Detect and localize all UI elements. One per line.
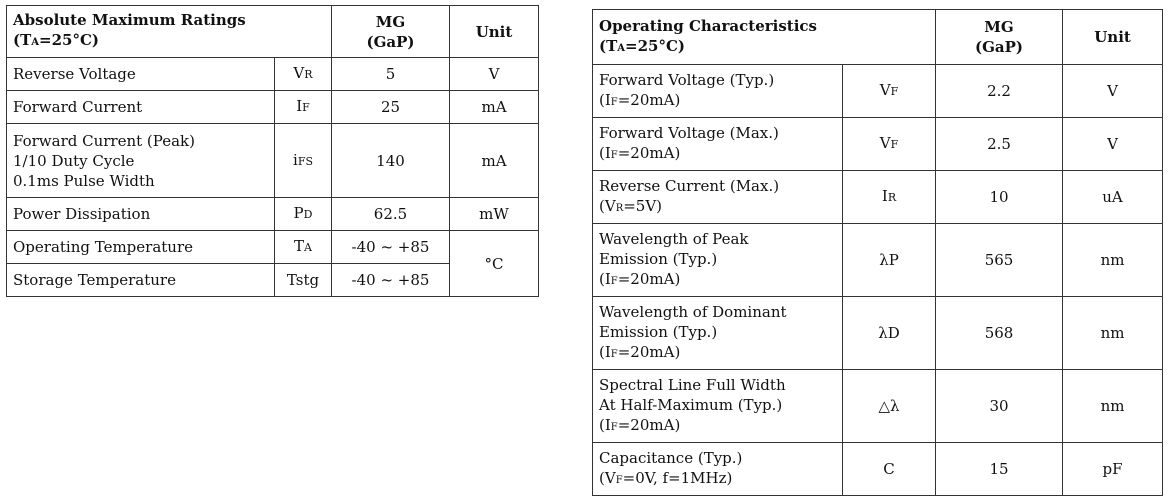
- abs-header-unit: Unit: [450, 6, 539, 58]
- unit-cell: nm: [1063, 370, 1163, 443]
- value-cell: -40 ~ +85: [332, 231, 450, 264]
- table-row: [7, 58, 539, 91]
- symbol-cell: △λ: [843, 370, 936, 443]
- unit-cell: V: [1063, 65, 1163, 118]
- table-row: [7, 124, 539, 198]
- symbol-cell: TA: [275, 231, 332, 264]
- operating-characteristics-table: [592, 9, 1163, 496]
- value-cell: 568: [936, 297, 1063, 370]
- symbol-cell: IF: [275, 91, 332, 124]
- table-row: [7, 231, 539, 264]
- unit-cell: nm: [1063, 224, 1163, 297]
- param-cell: Forward Voltage (Max.) (IF=20mA): [593, 118, 843, 171]
- abs-header-mg: MG (GaP): [332, 6, 450, 58]
- abs-condition: (TA=25°C): [13, 31, 100, 49]
- param-cell: Operating Temperature: [7, 231, 275, 264]
- unit-cell: V: [450, 58, 539, 91]
- ops-header-row: [593, 10, 1163, 65]
- param-cell: Capacitance (Typ.) (VF=0V, f=1MHz): [593, 443, 843, 496]
- value-cell: 5: [332, 58, 450, 91]
- unit-cell: mW: [450, 198, 539, 231]
- ops-header-unit: Unit: [1063, 10, 1163, 65]
- symbol-cell: C: [843, 443, 936, 496]
- symbol-cell: λP: [843, 224, 936, 297]
- unit-cell: V: [1063, 118, 1163, 171]
- table-row: [593, 297, 1163, 370]
- symbol-cell: λD: [843, 297, 936, 370]
- symbol-cell: Tstg: [275, 264, 332, 297]
- table-row: [7, 198, 539, 231]
- param-cell: Spectral Line Full Width At Half-Maximum (Typ.) (IF=20mA): [593, 370, 843, 443]
- value-cell: 2.2: [936, 65, 1063, 118]
- unit-cell: uA: [1063, 171, 1163, 224]
- table-row: [593, 224, 1163, 297]
- param-cell: Forward Voltage (Typ.) (IF=20mA): [593, 65, 843, 118]
- param-cell: Wavelength of Dominant Emission (Typ.) (IF=20mA): [593, 297, 843, 370]
- table-row: [593, 443, 1163, 496]
- value-cell: 30: [936, 370, 1063, 443]
- param-cell: Power Dissipation: [7, 198, 275, 231]
- param-cell: Wavelength of Peak Emission (Typ.) (IF=20mA): [593, 224, 843, 297]
- ops-title: Operating Characteristics: [599, 16, 818, 35]
- unit-cell: mA: [450, 91, 539, 124]
- unit-cell: pF: [1063, 443, 1163, 496]
- symbol-cell: IR: [843, 171, 936, 224]
- param-cell: Reverse Voltage: [7, 58, 275, 91]
- unit-cell-temperature: °C: [450, 231, 539, 297]
- symbol-cell: PD: [275, 198, 332, 231]
- param-cell: Reverse Current (Max.) (VR=5V): [593, 171, 843, 224]
- value-cell: 10: [936, 171, 1063, 224]
- table-row: [593, 118, 1163, 171]
- abs-header-title-cell: [7, 6, 332, 58]
- symbol-cell: VR: [275, 58, 332, 91]
- symbol-cell: VF: [843, 65, 936, 118]
- value-cell: 25: [332, 91, 450, 124]
- abs-title: Absolute Maximum Ratings: [13, 11, 246, 29]
- unit-cell: mA: [450, 124, 539, 198]
- unit-cell: nm: [1063, 297, 1163, 370]
- value-cell: 2.5: [936, 118, 1063, 171]
- param-cell: Forward Current (Peak) 1/10 Duty Cycle 0.1ms Pulse Width: [7, 124, 275, 198]
- symbol-cell: iFS: [275, 124, 332, 198]
- table-row: [593, 65, 1163, 118]
- ops-header-title-cell: [593, 10, 936, 65]
- value-cell: 15: [936, 443, 1063, 496]
- ops-condition: (TA=25°C): [599, 36, 686, 55]
- param-cell: Storage Temperature: [7, 264, 275, 297]
- value-cell: 565: [936, 224, 1063, 297]
- abs-header-row: [7, 6, 539, 58]
- ops-header-mg: MG (GaP): [936, 10, 1063, 65]
- table-row: [593, 171, 1163, 224]
- table-row: [593, 370, 1163, 443]
- table-row: [7, 91, 539, 124]
- value-cell: -40 ~ +85: [332, 264, 450, 297]
- symbol-cell: VF: [843, 118, 936, 171]
- param-cell: Forward Current: [7, 91, 275, 124]
- absolute-maximum-ratings-table: [6, 5, 539, 297]
- value-cell: 140: [332, 124, 450, 198]
- value-cell: 62.5: [332, 198, 450, 231]
